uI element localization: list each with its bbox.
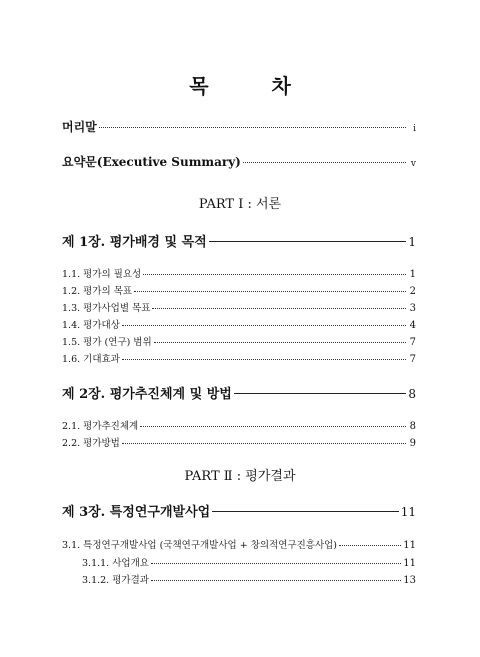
- toc-entry-page: i: [413, 124, 416, 134]
- toc-section[interactable]: [62, 537, 416, 551]
- toc-chapter-2[interactable]: [62, 383, 416, 402]
- toc-section[interactable]: [62, 283, 416, 297]
- toc-entry-page: v: [410, 159, 416, 169]
- toc-entry-label: 제 2장. 평가추진체계 및 방법: [62, 387, 232, 402]
- toc-entry-page: 7: [409, 354, 416, 365]
- toc-entry-label: 제 1장. 평가배경 및 목적: [62, 235, 207, 250]
- dot-leader: [99, 127, 406, 128]
- toc-entry-page: 9: [409, 438, 416, 449]
- rule-leader: [234, 393, 406, 394]
- toc-entry-page: 8: [409, 421, 416, 432]
- toc-section[interactable]: [62, 300, 416, 314]
- toc-subsection[interactable]: [82, 555, 416, 569]
- toc-entry-page: 8: [408, 387, 416, 401]
- toc-section[interactable]: [62, 334, 416, 348]
- toc-entry-page: 3: [409, 303, 416, 314]
- toc-section[interactable]: [62, 266, 416, 280]
- toc-entry-page: 7: [409, 337, 416, 348]
- toc-entry-label: 2.2. 평가방법: [62, 438, 120, 449]
- dot-leader: [140, 426, 406, 427]
- part-heading-1: PART Ⅰ : 서론: [198, 197, 282, 212]
- toc-section[interactable]: [62, 418, 416, 432]
- toc-entry-label: 1.6. 기대효과: [62, 354, 120, 365]
- part-heading-2: PART Ⅱ : 평가결과: [184, 469, 296, 484]
- toc-entry-page: 1: [409, 269, 416, 280]
- toc-entry-label: 1.2. 평가의 목표: [62, 286, 133, 297]
- toc-entry-page: 11: [400, 505, 416, 519]
- toc-entry-page: 13: [403, 575, 416, 586]
- dot-leader: [151, 563, 401, 564]
- dot-leader: [154, 342, 406, 343]
- rule-leader: [212, 511, 399, 512]
- toc-entry-label: 1.3. 평가사업별 목표: [62, 303, 151, 314]
- toc-entry-label: 3.1. 특정연구개발사업 (국책연구개발사업 + 창의적연구진흥사업): [62, 540, 338, 551]
- toc-entry-page: 11: [403, 540, 416, 551]
- dot-leader: [152, 308, 406, 309]
- toc-chapter-3[interactable]: [62, 501, 416, 520]
- dot-leader: [243, 162, 406, 163]
- page-title: 목 차: [189, 74, 319, 98]
- toc-entry-page: 11: [403, 558, 416, 569]
- toc-entry-label: 2.1. 평가추진체계: [62, 421, 139, 432]
- toc-entry-label: 3.1.2. 평가결과: [82, 575, 149, 586]
- toc-subsection[interactable]: [82, 572, 416, 586]
- dot-leader: [339, 545, 401, 546]
- dot-leader: [143, 274, 406, 275]
- toc-section[interactable]: [62, 351, 416, 365]
- toc-entry-label: 1.1. 평가의 필요성: [62, 269, 142, 280]
- dot-leader: [151, 580, 401, 581]
- dot-leader: [122, 325, 406, 326]
- toc-entry-page: 1: [408, 235, 416, 249]
- toc-entry-label: 제 3장. 특정연구개발사업: [62, 505, 211, 520]
- toc-entry-label: 3.1.1. 사업개요: [82, 558, 149, 569]
- toc-entry-summary[interactable]: [62, 153, 416, 170]
- rule-leader: [209, 241, 406, 242]
- toc-section[interactable]: [62, 435, 416, 449]
- dot-leader: [122, 359, 406, 360]
- toc-entry-label: 요약문(Executive Summary): [62, 155, 241, 169]
- toc-entry-label: 1.5. 평가 (연구) 범위: [62, 337, 152, 348]
- dot-leader: [134, 291, 406, 292]
- toc-chapter-1[interactable]: [62, 231, 416, 250]
- toc-entry-label: 머리말: [62, 120, 97, 134]
- toc-entry-page: 4: [409, 320, 416, 331]
- toc-entry-page: 2: [409, 286, 416, 297]
- toc-section[interactable]: [62, 317, 416, 331]
- dot-leader: [122, 443, 406, 444]
- toc-entry-label: 1.4. 평가대상: [62, 320, 120, 331]
- toc-entry-preface[interactable]: [62, 118, 416, 135]
